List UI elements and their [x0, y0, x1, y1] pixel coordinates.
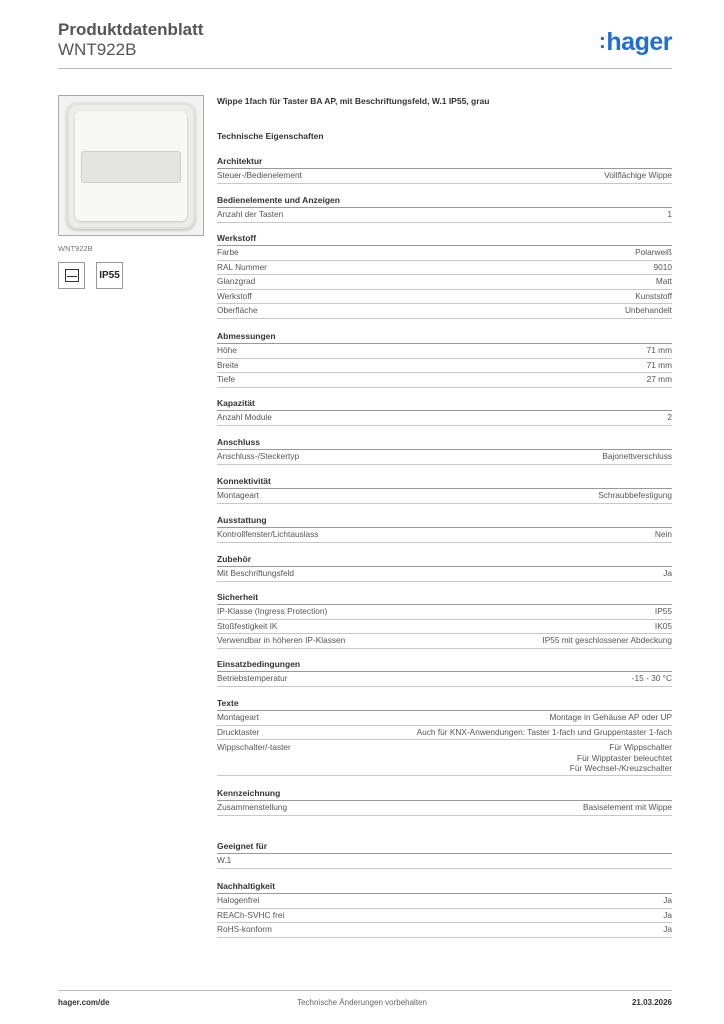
row-label: Zusammenstellung	[217, 802, 288, 812]
row-value	[625, 304, 672, 318]
row-value	[654, 261, 672, 275]
product-code: WNT922B	[58, 40, 137, 59]
row-value-line: 27 mm	[646, 374, 672, 384]
section	[217, 155, 672, 184]
section-heading: Ausstattung	[217, 514, 672, 528]
section-heading: Sicherheit	[217, 591, 672, 605]
row-label: Anschluss-/Steckertyp	[217, 451, 300, 461]
row-value	[647, 359, 672, 373]
row-label: Tiefe	[217, 374, 236, 384]
section	[217, 475, 672, 504]
table-row	[217, 275, 672, 290]
footer-divider	[58, 990, 672, 991]
row-label: Höhe	[217, 345, 237, 355]
section-heading: Nachhaltigkeit	[217, 880, 672, 894]
row-label: RAL Nummer	[217, 261, 267, 272]
row-label: Werkstoff	[217, 290, 252, 301]
table-row	[217, 909, 672, 924]
table-row	[217, 605, 672, 620]
section	[217, 436, 672, 465]
section-heading: Geeignet für	[217, 840, 672, 854]
row-value-line: Basiselement mit Wippe	[583, 802, 672, 812]
section-heading: Einsatzbedingungen	[217, 658, 672, 672]
section	[217, 330, 672, 388]
row-value-line: 71 mm	[646, 359, 672, 370]
table-row	[217, 854, 672, 869]
row-label: W.1	[217, 855, 232, 865]
row-value-line: Vollflächige Wippe	[604, 170, 672, 180]
row-value-line: Für Wechsel-/Kreuzschalter	[569, 763, 672, 773]
row-value-line: 71 mm	[646, 345, 672, 355]
table-row	[217, 672, 672, 687]
row-value	[663, 923, 672, 937]
section-heading: Zubehör	[217, 553, 672, 567]
section	[217, 591, 672, 649]
row-value-line: 2	[667, 412, 672, 422]
table-row	[217, 261, 672, 276]
hager-logo: :hager	[598, 28, 672, 56]
section-heading: Technische Eigenschaften	[217, 131, 324, 141]
table-row	[217, 528, 672, 543]
table-row	[217, 894, 672, 909]
row-label: Mit Beschriftungsfeld	[217, 568, 295, 578]
row-value	[632, 672, 672, 686]
section-heading: Abmessungen	[217, 330, 672, 344]
section	[217, 514, 672, 543]
ip55-icon-label: IP55	[99, 270, 120, 281]
row-value-line: Für Wippschalter	[609, 742, 672, 752]
section-heading: Kapazität	[217, 397, 672, 411]
row-value-line: Kunststoff	[635, 290, 672, 301]
row-label: Kontrollfenster/Lichtauslass	[217, 529, 319, 539]
row-label: RoHS-konform	[217, 924, 272, 934]
row-value	[635, 290, 672, 304]
section-heading: Texte	[217, 697, 672, 711]
row-label: Anzahl Module	[217, 412, 272, 422]
row-label: Steuer-/Bedienelement	[217, 170, 302, 180]
row-value	[655, 620, 672, 634]
table-row	[217, 634, 672, 649]
row-label: Drucktaster	[217, 726, 260, 737]
page-title: Produktdatenblatt	[58, 20, 204, 39]
row-value	[656, 275, 672, 289]
row-value	[604, 169, 672, 183]
section	[217, 697, 672, 776]
section	[217, 397, 672, 426]
table-row	[217, 620, 672, 635]
row-value-line: Ja	[663, 909, 672, 920]
section-heading: Kennzeichnung	[217, 787, 672, 801]
table-row	[217, 450, 672, 465]
row-value	[542, 634, 672, 648]
row-value	[647, 344, 672, 358]
row-label: Betriebstemperatur	[217, 673, 288, 683]
section-heading: Werkstoff	[217, 232, 672, 246]
row-value	[663, 894, 672, 908]
table-row	[217, 411, 672, 426]
row-value	[583, 801, 672, 815]
row-label: Farbe	[217, 247, 239, 257]
section	[217, 880, 672, 938]
row-value	[663, 567, 672, 581]
row-value-line: 9010	[653, 261, 672, 272]
row-label: Halogenfrei	[217, 895, 260, 905]
section	[217, 840, 672, 869]
row-value-line: Ja	[663, 924, 672, 934]
row-value-line: Bajonettverschluss	[602, 451, 672, 461]
row-value-line: -15 - 30 °C	[631, 673, 672, 683]
row-value-line: Auch für KNX-Anwendungen: Taster 1-fach und Gruppentaster 1-fach	[416, 726, 672, 737]
row-value	[602, 450, 672, 464]
row-value	[417, 726, 672, 740]
logo-text: hager	[606, 28, 672, 56]
row-value	[663, 909, 672, 923]
row-value-line: IP55	[654, 606, 672, 616]
table-row	[217, 711, 672, 726]
row-value	[598, 489, 672, 503]
table-row	[217, 290, 672, 305]
row-value-line: 1	[667, 209, 672, 219]
label-field	[81, 151, 181, 183]
row-value-line: Unbehandelt	[624, 305, 672, 315]
row-value-line: Matt	[655, 276, 672, 286]
section	[217, 553, 672, 582]
row-value-line: Ja	[663, 895, 672, 905]
row-label: Anzahl der Tasten	[217, 209, 284, 219]
table-row	[217, 740, 672, 776]
row-value-line: Ja	[663, 568, 672, 578]
table-row	[217, 373, 672, 388]
section-heading: Anschluss	[217, 436, 672, 450]
row-label: Montageart	[217, 490, 259, 500]
row-label: Verwendbar in höheren IP-Klassen	[217, 635, 346, 645]
row-value	[570, 742, 672, 774]
section	[217, 194, 672, 223]
table-row	[217, 359, 672, 374]
row-value	[655, 605, 672, 619]
section	[217, 787, 672, 816]
row-label: Breite	[217, 359, 239, 370]
row-value	[655, 528, 672, 542]
ip55-icon	[96, 262, 123, 289]
footer-note: Technische Änderungen vorbehalten	[297, 998, 427, 1007]
row-value-line: IP55 mit geschlossener Abdeckung	[542, 635, 672, 645]
table-row	[217, 726, 672, 741]
section-heading: Bedienelemente und Anzeigen	[217, 194, 672, 208]
table-row	[217, 169, 672, 184]
product-description: Wippe 1fach für Taster BA AP, mit Beschriftungsfeld, W.1 IP55, grau	[217, 96, 490, 106]
table-row	[217, 304, 672, 319]
table-row	[217, 246, 672, 261]
page-header	[58, 20, 203, 60]
footer-website[interactable]: hager.com/de	[58, 998, 110, 1007]
row-label: Glanzgrad	[217, 276, 256, 286]
row-value	[635, 246, 672, 260]
row-label: Stoßfestigkeit IK	[217, 620, 278, 631]
footer-date: 21.03.2026	[631, 998, 672, 1007]
surface-mount-icon	[58, 262, 85, 289]
row-value-line: Montage in Gehäuse AP oder UP	[549, 712, 672, 722]
row-value	[647, 373, 672, 387]
row-value-line: Für Wipptaster beleuchtet	[577, 752, 672, 763]
row-label: Montageart	[217, 712, 259, 722]
row-label: REACh-SVHC frei	[217, 909, 285, 920]
row-value	[667, 411, 672, 425]
row-value-line: Polarweiß	[635, 247, 672, 257]
header-divider	[58, 68, 672, 69]
row-label: Oberfläche	[217, 305, 258, 315]
section	[217, 658, 672, 687]
row-value-line: Schraubbefestigung	[598, 490, 672, 500]
row-value	[667, 208, 672, 222]
table-row	[217, 208, 672, 223]
section-heading: Konnektivität	[217, 475, 672, 489]
row-value-line: Nein	[654, 529, 672, 539]
table-row	[217, 489, 672, 504]
product-image	[58, 95, 204, 236]
table-row	[217, 923, 672, 938]
section-heading: Architektur	[217, 155, 672, 169]
table-row	[217, 567, 672, 582]
table-row	[217, 801, 672, 816]
row-label: IP-Klasse (Ingress Protection)	[217, 606, 328, 616]
row-value-line: IK05	[654, 620, 672, 631]
row-label: Wippschalter/-taster	[217, 742, 291, 752]
row-value	[549, 711, 672, 725]
section	[217, 232, 672, 319]
image-caption: WNT922B	[58, 244, 93, 253]
table-row	[217, 344, 672, 359]
